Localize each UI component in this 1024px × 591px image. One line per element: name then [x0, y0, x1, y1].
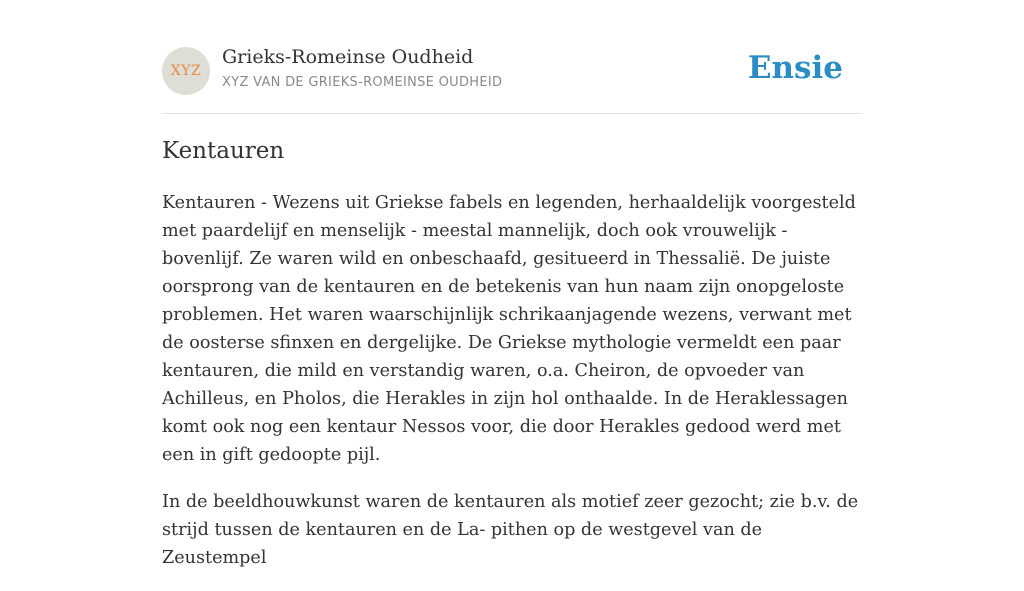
article-paragraph: Kentauren - Wezens uit Griekse fabels en legenden, herhaaldelijk voorgesteld met paardelijf en menselijk - meestal mannelijk, doch ook vrouwelijk - bovenlijf. Ze waren wild en onbeschaafd, gesitueerd in Thessalië. De juiste oorsprong van de kentauren en de betekenis van hun naam zijn onopgeloste problemen. Het waren waarschijnlijk schrikaanjagende wezens, verwant met de oosterse sfinxen en dergelijke. De Griekse mythologie vermeldt een paar kentauren, die mild en verstandig waren, o.a. Cheiron, de opvoeder van Achilleus, en Pholos, die Herakles in zijn hol onthaalde. In de Heraklessagen komt ook nog een kentaur Nessos voor, die door Herakles gedood werd met een in gift gedoopte pijl.: [162, 193, 856, 465]
article-title: Kentauren: [162, 138, 285, 164]
source-title[interactable]: Grieks-Romeinse Oudheid: [222, 46, 474, 68]
brand-logo[interactable]: Ensie: [747, 50, 843, 86]
source-subtitle[interactable]: XYZ VAN DE GRIEKS-ROMEINSE OUDHEID: [222, 75, 503, 90]
article-paragraph: In de beeldhouwkunst waren de kentauren als motief zeer gezocht; zie b.v. de strijd tussen de kentauren en de La- pithen op de westgevel van de Zeustempel: [162, 492, 859, 568]
header-divider: [162, 113, 862, 114]
header: [162, 40, 862, 113]
source-avatar[interactable]: XYZ: [162, 47, 210, 95]
article-body: [162, 189, 862, 591]
